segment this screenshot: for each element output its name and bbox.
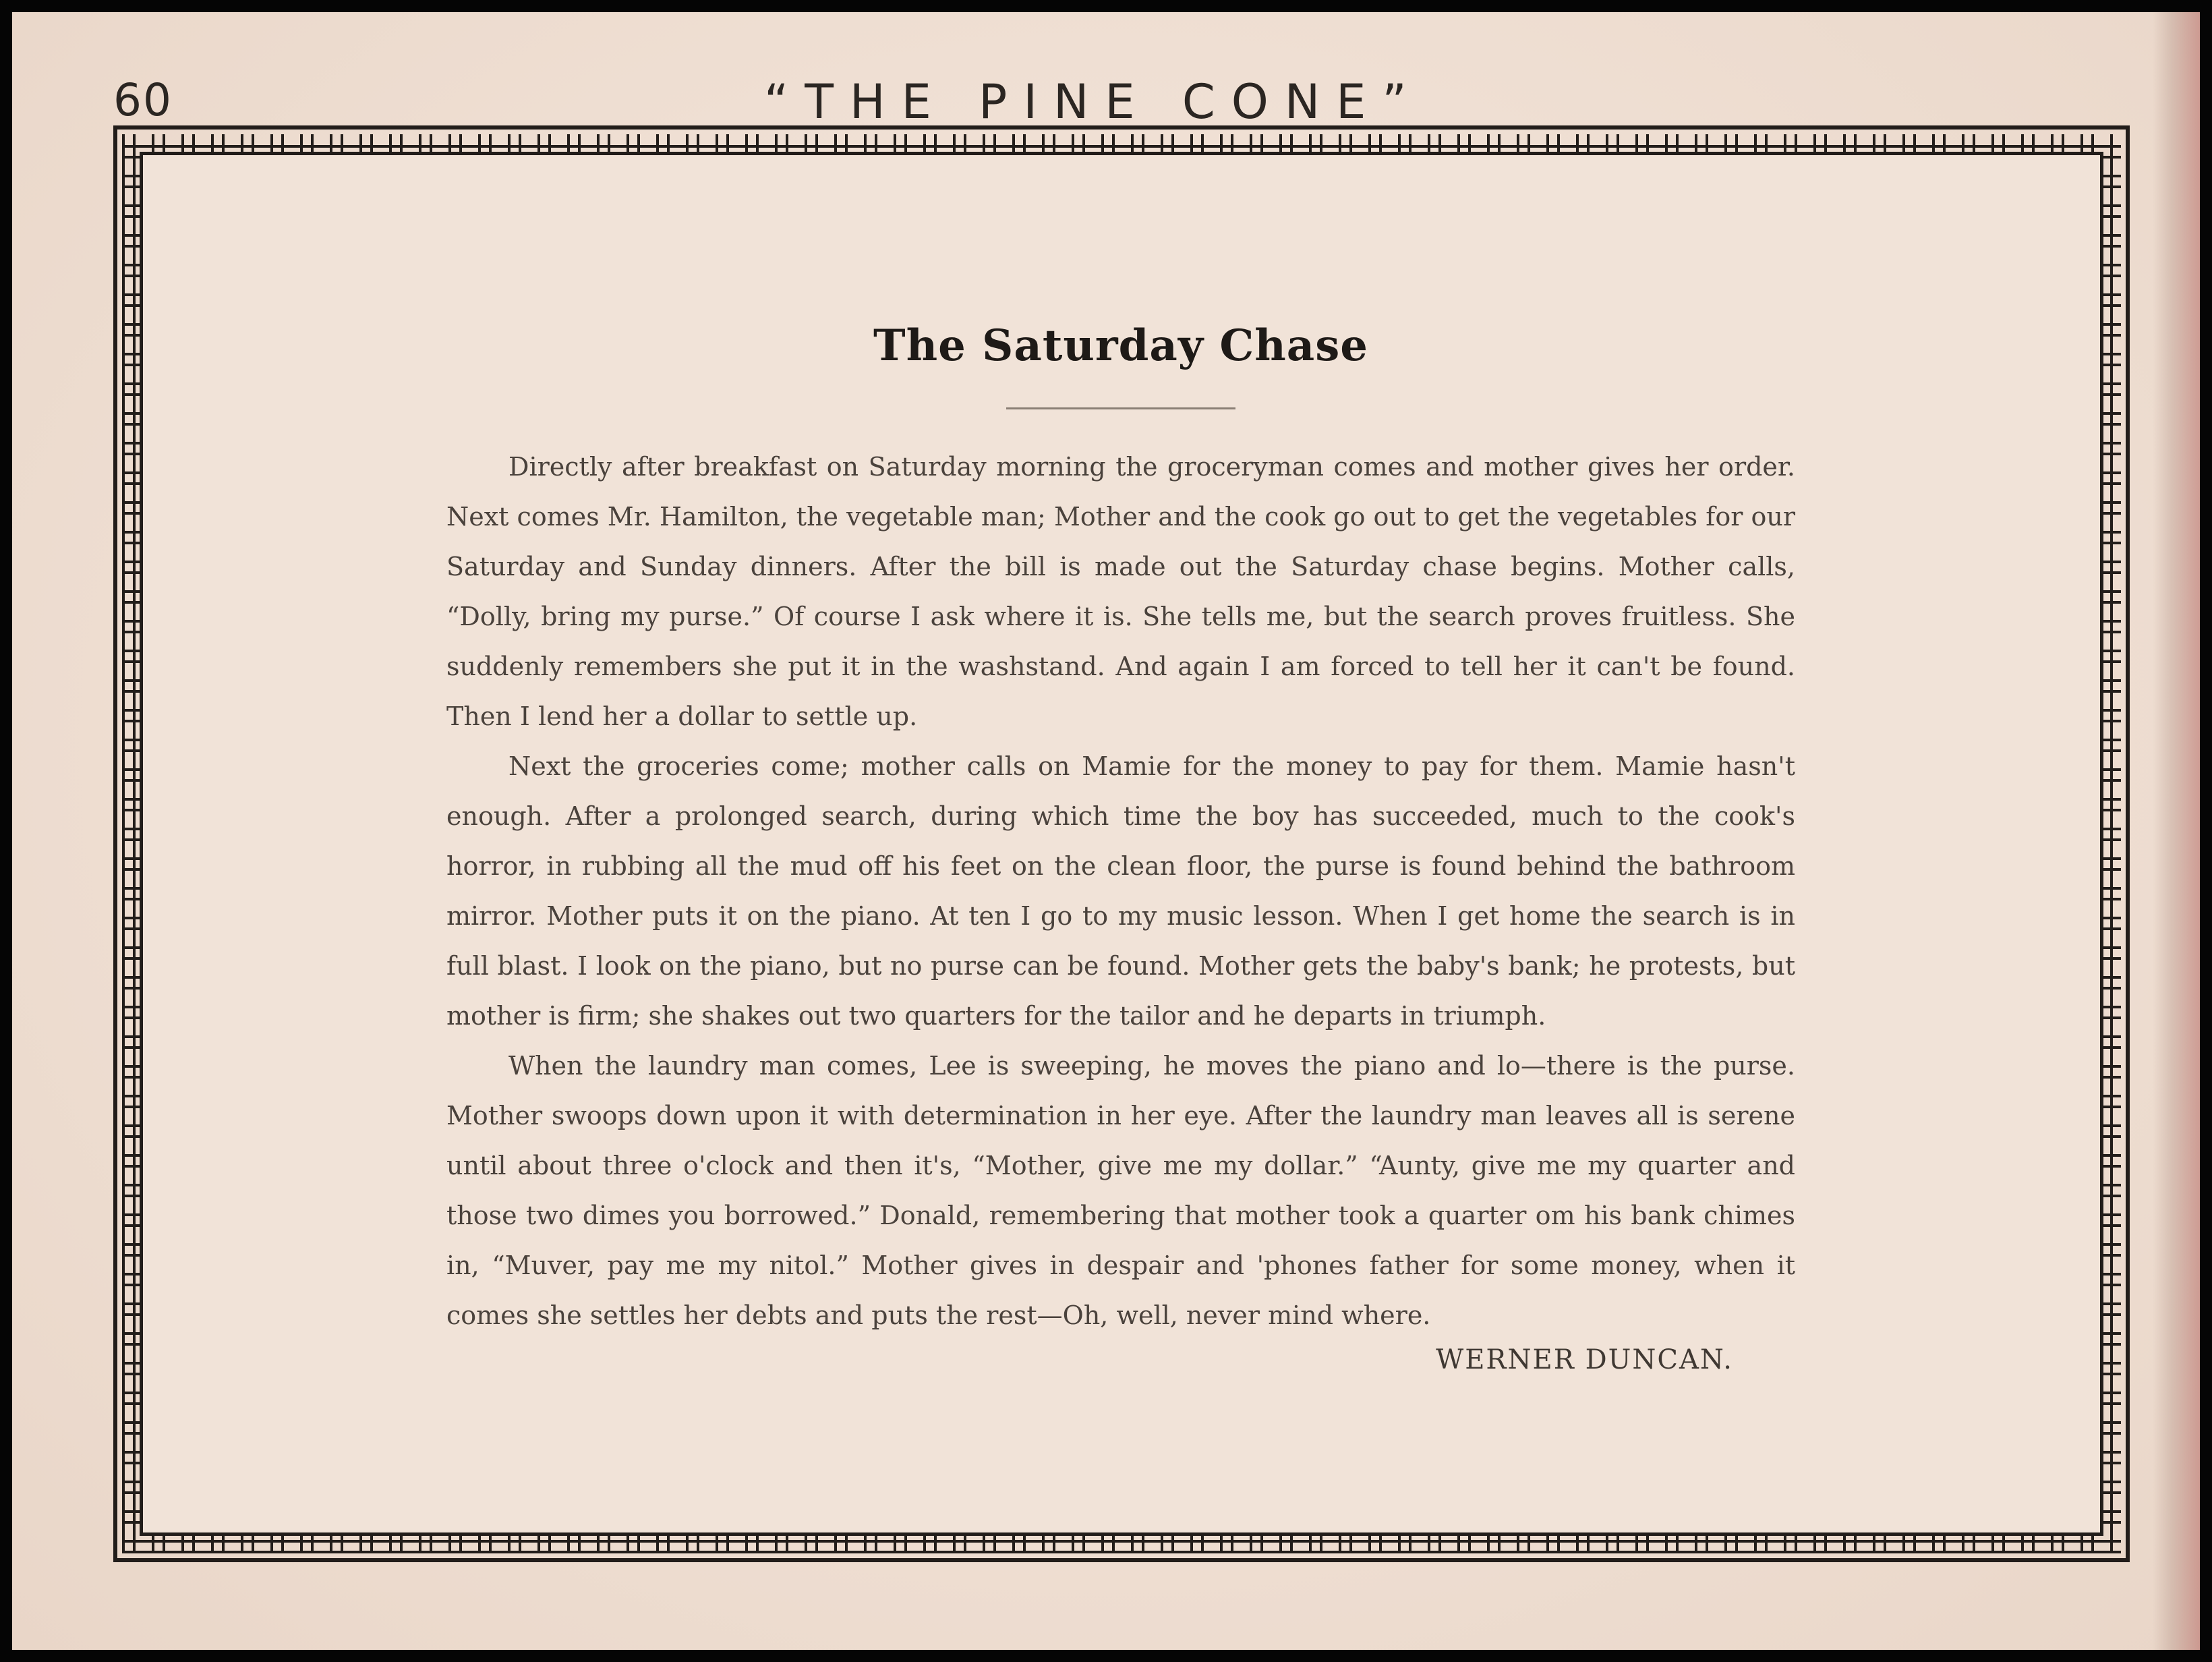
- title-divider: [1006, 407, 1235, 409]
- author-signature: WERNER DUNCAN.: [1436, 1344, 1733, 1375]
- page-number: 60: [113, 74, 173, 126]
- framed-content-area: [140, 152, 2103, 1536]
- book-page: [12, 12, 2200, 1650]
- article-paragraph: Next the groceries come; mother calls on Mamie for the money to pay for them. Mamie hasn't enough. After a prolonged search, during which time the boy has succeeded, much to the cook's horror, in rubbing all the mud off his feet on the clean floor, the purse is found behind the bathroom mirror. Mother puts it on the piano. At ten I go to my music lesson. When I get home the search is in full blast. I look on the piano, but no purse can be found. Mother gets the baby's bank; he protests, but mother is firm; she shakes out two quarters for the tailor and he departs in triumph.: [446, 751, 1795, 1031]
- article-paragraph: When the laundry man comes, Lee is sweeping, he moves the piano and lo—there is the purse. Mother swoops down upon it with determination in her eye. After the laundry man leaves all is serene until about three o'clock and then it's, “Mother, give me my dollar.” “Aunty, give me my quarter and those two dimes you borrowed.” Donald, remembering that mother took a quarter om his bank chimes in, “Muver, pay me my nitol.” Mother gives in despair and 'phones father for some money, when it comes she settles her debts and puts the rest—Oh, well, never mind where.: [446, 1051, 1795, 1330]
- page-gutter-shadow: [2153, 12, 2200, 1650]
- journal-title: “THE PINE CONE”: [764, 74, 1423, 130]
- article: [446, 320, 1795, 1375]
- article-title: The Saturday Chase: [873, 320, 1369, 371]
- article-paragraph: Directly after breakfast on Saturday morning the groceryman comes and mother gives her order. Next comes Mr. Hamilton, the vegetable man; Mother and the cook go out to get the vegetables for our Saturday and Sunday dinners. After the bill is made out the Saturday chase begins. Mother calls, “Dolly, bring my purse.” Of course I ask where it is. She tells me, but the search proves fruitless. She suddenly remembers she put it in the washstand. And again I am forced to tell her it can't be found. Then I lend her a dollar to settle up.: [446, 452, 1795, 731]
- greek-key-border: [113, 125, 2130, 1562]
- border-pattern: [122, 134, 2121, 1553]
